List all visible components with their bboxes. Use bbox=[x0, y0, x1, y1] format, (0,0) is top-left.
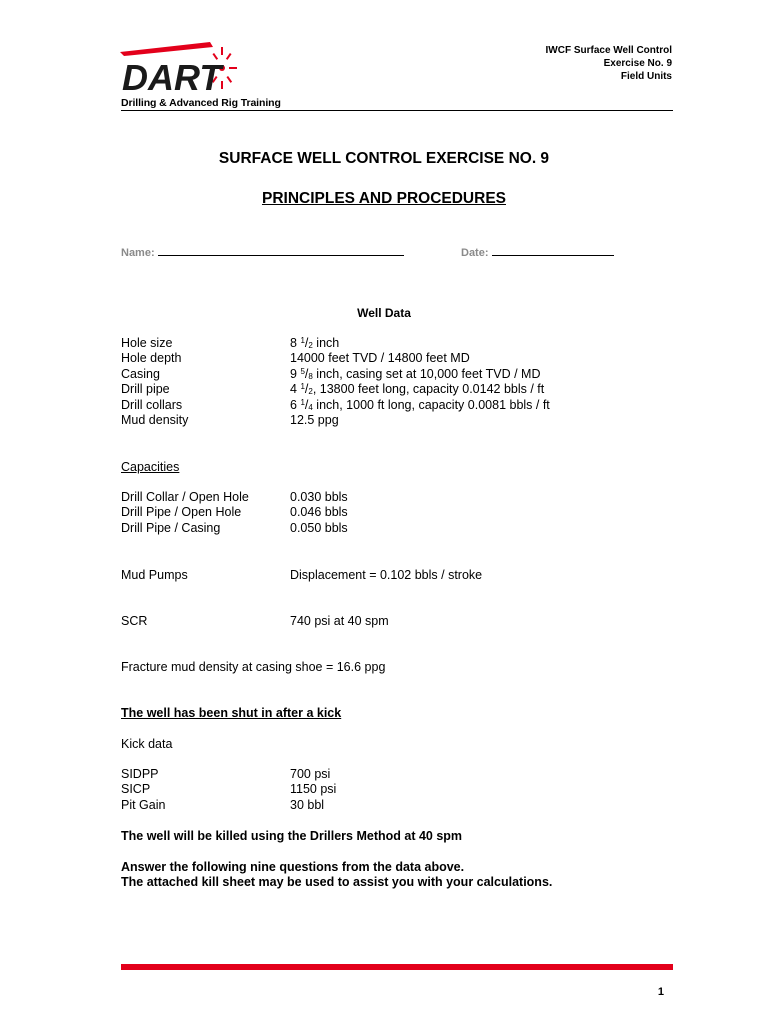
mud-pumps-value: Displacement = 0.102 bbls / stroke bbox=[290, 568, 483, 582]
kick-data-labels bbox=[121, 767, 165, 813]
tagline: Drilling & Advanced Rig Training bbox=[121, 97, 281, 109]
page-number: 1 bbox=[657, 986, 664, 998]
header-info bbox=[546, 44, 673, 83]
well-data-value: 12.5 ppg bbox=[290, 413, 339, 428]
kill-method: The well will be killed using the Drillers Method at 40 spm bbox=[121, 829, 463, 843]
capacity-value: 0.046 bbls bbox=[290, 505, 348, 520]
kick-label: Pit Gain bbox=[121, 797, 166, 812]
fracture-density: Fracture mud density at casing shoe = 16.6 ppg bbox=[121, 660, 386, 674]
page-title: SURFACE WELL CONTROL EXERCISE NO. 9 bbox=[218, 150, 550, 167]
dart-logo-graphic bbox=[118, 38, 248, 98]
name-blank-line[interactable] bbox=[158, 245, 404, 256]
name-label: Name: bbox=[121, 247, 155, 259]
well-data-label: Hole size bbox=[121, 336, 173, 350]
well-data-value: 8 $^1/_2$ inch bbox=[290, 336, 340, 350]
well-data-label: Drill collars bbox=[121, 397, 183, 412]
capacity-label: Drill Pipe / Casing bbox=[121, 520, 221, 535]
mud-pumps-label: Mud Pumps bbox=[121, 568, 188, 582]
exercise-number: Exercise No. 9 bbox=[603, 58, 672, 69]
date-blank-line[interactable] bbox=[492, 245, 614, 256]
dart-logo bbox=[118, 38, 248, 98]
logo-text: DART bbox=[122, 57, 222, 98]
shut-in-heading: The well has been shut in after a kick bbox=[121, 706, 342, 720]
capacities-heading: Capacities bbox=[121, 460, 180, 474]
well-data-label: Mud density bbox=[121, 413, 189, 428]
kick-value: 1150 psi bbox=[290, 782, 337, 797]
date-field[interactable] bbox=[461, 245, 614, 259]
well-data-value: 14000 feet TVD / 14800 feet MD bbox=[290, 351, 470, 366]
well-data-label: Casing bbox=[121, 366, 160, 381]
well-data-value: 9 $^5/_8$ inch, casing set at 10,000 feet TVD / MD bbox=[290, 366, 541, 381]
well-data-label: Hole depth bbox=[121, 351, 182, 366]
well-data-labels bbox=[121, 336, 188, 428]
instruction-line: Answer the following nine questions from the data above. bbox=[121, 860, 465, 874]
kick-data-heading: Kick data bbox=[121, 737, 173, 751]
page-subtitle: PRINCIPLES AND PROCEDURES bbox=[261, 190, 506, 207]
units-label: Field Units bbox=[620, 71, 672, 82]
well-data-value: 4 $^1/_2$, 13800 feet long, capacity 0.0142 bbls / ft bbox=[290, 382, 545, 397]
capacity-label: Drill Collar / Open Hole bbox=[121, 490, 249, 504]
capacities-values bbox=[290, 490, 348, 536]
kick-data-values bbox=[290, 767, 336, 813]
scr-label: SCR bbox=[121, 614, 148, 628]
course-name: IWCF Surface Well Control bbox=[545, 45, 672, 56]
scr-value: 740 psi at 40 spm bbox=[290, 614, 389, 628]
date-label: Date: bbox=[461, 247, 489, 259]
capacities-labels bbox=[121, 490, 249, 536]
well-data-value: 6 $^1/_4$ inch, 1000 ft long, capacity 0.0081 bbls / ft bbox=[290, 397, 550, 412]
capacity-label: Drill Pipe / Open Hole bbox=[121, 505, 242, 520]
kick-value: 30 bbl bbox=[290, 797, 325, 812]
instructions bbox=[121, 860, 552, 891]
kick-label: SIDPP bbox=[121, 767, 159, 781]
kick-label: SICP bbox=[121, 782, 151, 797]
well-data-label: Drill pipe bbox=[121, 382, 170, 397]
well-data-heading: Well Data bbox=[357, 306, 411, 320]
kick-value: 700 psi bbox=[290, 767, 331, 781]
header-divider bbox=[121, 110, 673, 111]
well-data-values bbox=[290, 336, 550, 428]
instruction-line: The attached kill sheet may be used to assist you with your calculations. bbox=[121, 875, 553, 890]
footer-red-bar bbox=[121, 964, 673, 970]
capacity-value: 0.050 bbls bbox=[290, 520, 348, 535]
name-field[interactable] bbox=[121, 245, 404, 259]
capacity-value: 0.030 bbls bbox=[290, 490, 348, 504]
